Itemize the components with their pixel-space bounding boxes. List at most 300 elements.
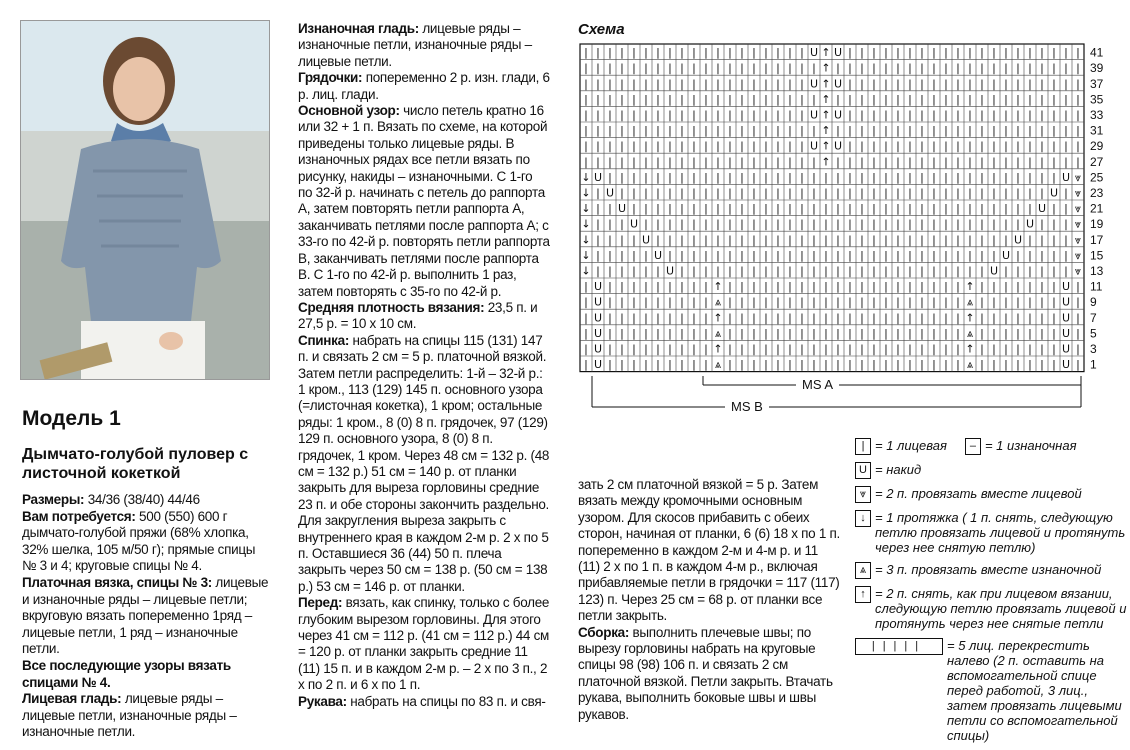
knit-stitch: | — [1016, 139, 1020, 153]
knit-stitch: | — [704, 202, 708, 216]
chart-symbol: U — [989, 264, 999, 278]
knit-stitch: | — [644, 311, 648, 325]
knit-stitch: | — [884, 326, 888, 340]
knit-stitch: | — [1052, 124, 1056, 138]
knit-stitch: | — [644, 124, 648, 138]
knit-stitch: | — [848, 202, 852, 216]
knit-stitch: | — [788, 326, 792, 340]
knit-stitch: | — [848, 139, 852, 153]
knit-stitch: | — [1004, 326, 1008, 340]
knit-stitch: | — [764, 155, 768, 169]
knit-stitch: | — [932, 248, 936, 262]
knit-stitch: | — [848, 233, 852, 247]
knit-stitch: | — [932, 311, 936, 325]
knit-stitch: | — [740, 280, 744, 294]
knit-stitch: | — [704, 295, 708, 309]
knit-stitch: | — [632, 108, 636, 122]
knit-stitch: | — [764, 92, 768, 106]
knit-stitch: | — [896, 124, 900, 138]
knit-stitch: | — [608, 108, 612, 122]
knit-stitch: | — [596, 92, 600, 106]
knit-stitch: | — [776, 202, 780, 216]
knit-stitch: | — [692, 295, 696, 309]
paragraph-text: набрать на спицы 115 (131) 147 п. и связать 2 см = 5 р. платочной вязкой. Затем петли распределить: 1-й – 32-й р.: 1 кром., 113 (129) 145 п. основного узора (=листочная кокетка), 1 кром; остальные ряды: 1 кром., 8 (0) 8 п. грядочек, 97 (129) 129 п. основного узора, 8 (0) 8 п. грядочек, 1 кром. Через 48 см = 132 р. (48 см = 132 р.) 51 см = 140 р. от планки закрыть для выреза горловины средние 23 п. и обе стороны закончить раздельно. Для закругления выреза закрыть с внутреннего края в каждом 2-м р. 2 х по 5 п. Оставшиеся 36 (44) 50 п. плеча закрыть через 50 см = 138 р. (50 см = 138 р.) 53 см = 146 р. от планки. — [298, 332, 550, 594]
knit-stitch: | — [860, 46, 864, 60]
knit-stitch: | — [620, 311, 624, 325]
knit-stitch: | — [680, 170, 684, 184]
knit-stitch: | — [872, 217, 876, 231]
knit-stitch: | — [752, 92, 756, 106]
knit-stitch: | — [1040, 186, 1044, 200]
knit-stitch: | — [1064, 124, 1068, 138]
chart-symbol: U — [617, 202, 627, 216]
knit-stitch: | — [932, 92, 936, 106]
knit-stitch: | — [680, 342, 684, 356]
knit-stitch: | — [884, 139, 888, 153]
knit-stitch: | — [884, 170, 888, 184]
paragraph — [298, 70, 550, 103]
knit-stitch: | — [1076, 108, 1080, 122]
knit-stitch: | — [968, 248, 972, 262]
knit-stitch: | — [824, 311, 828, 325]
knit-stitch: | — [980, 61, 984, 75]
knit-stitch: | — [956, 46, 960, 60]
knit-stitch: | — [644, 326, 648, 340]
knit-stitch: | — [704, 170, 708, 184]
knit-stitch: | — [728, 358, 732, 372]
knit-stitch: | — [752, 248, 756, 262]
knit-stitch: | — [704, 92, 708, 106]
knit-stitch: | — [800, 139, 804, 153]
knit-stitch: | — [1052, 295, 1056, 309]
knit-stitch: | — [836, 217, 840, 231]
knit-stitch: | — [1052, 264, 1056, 278]
knit-stitch: | — [824, 326, 828, 340]
knit-stitch: | — [584, 124, 588, 138]
knit-stitch: | — [836, 92, 840, 106]
knit-stitch: | — [800, 124, 804, 138]
knit-stitch: | — [596, 186, 600, 200]
knit-stitch: | — [800, 264, 804, 278]
knit-stitch: | — [980, 342, 984, 356]
knit-stitch: | — [908, 280, 912, 294]
knit-stitch: | — [632, 233, 636, 247]
knit-stitch: | — [740, 77, 744, 91]
knit-stitch: | — [740, 46, 744, 60]
knit-stitch: | — [668, 248, 672, 262]
knit-stitch: | — [1040, 92, 1044, 106]
knit-stitch: | — [932, 295, 936, 309]
chart-symbol: U — [809, 77, 819, 91]
chart-symbol: ↓ — [581, 186, 591, 200]
knit-stitch: | — [668, 358, 672, 372]
knitting-chart — [576, 40, 1116, 420]
knit-stitch: | — [824, 186, 828, 200]
knit-stitch: | — [908, 124, 912, 138]
paragraph — [22, 492, 272, 509]
knit-stitch: | — [1064, 46, 1068, 60]
knit-stitch: | — [872, 248, 876, 262]
knit-stitch: | — [896, 311, 900, 325]
ms-a-label: MS A — [796, 377, 839, 392]
knit-stitch: | — [788, 139, 792, 153]
model-photo — [20, 20, 270, 380]
knit-stitch: | — [1004, 217, 1008, 231]
knit-stitch: | — [932, 326, 936, 340]
chart-symbol: ⩓ — [714, 326, 722, 340]
knit-stitch: | — [1016, 108, 1020, 122]
knit-stitch: | — [728, 248, 732, 262]
knit-stitch: | — [1028, 280, 1032, 294]
knit-stitch: | — [872, 46, 876, 60]
knit-stitch: | — [944, 61, 948, 75]
knit-stitch: | — [692, 311, 696, 325]
knit-stitch: | — [596, 124, 600, 138]
knit-stitch: | — [1004, 92, 1008, 106]
knit-stitch: | — [956, 202, 960, 216]
knit-stitch: | — [932, 46, 936, 60]
knit-stitch: | — [620, 61, 624, 75]
knit-stitch: | — [728, 92, 732, 106]
knit-stitch: | — [968, 139, 972, 153]
knit-stitch: | — [740, 108, 744, 122]
knit-stitch: | — [956, 170, 960, 184]
row-number: 31 — [1090, 123, 1104, 138]
knit-stitch: | — [812, 248, 816, 262]
knit-stitch: | — [980, 46, 984, 60]
knit-stitch: | — [788, 358, 792, 372]
knit-stitch: | — [644, 202, 648, 216]
knit-stitch: | — [680, 202, 684, 216]
knit-stitch: | — [992, 217, 996, 231]
knit-stitch: | — [800, 326, 804, 340]
paragraph — [298, 103, 550, 300]
knit-stitch: | — [644, 46, 648, 60]
knit-stitch: | — [668, 139, 672, 153]
knit-stitch: | — [896, 326, 900, 340]
knit-stitch: | — [1016, 46, 1020, 60]
chart-symbol: ↑ — [965, 311, 975, 325]
knit-stitch: | — [812, 155, 816, 169]
knit-stitch: | — [1052, 342, 1056, 356]
knit-stitch: | — [884, 358, 888, 372]
legend-text: = 1 лицевая — [875, 438, 947, 453]
knit-stitch: | — [656, 295, 660, 309]
chart-symbol: ⩓ — [966, 295, 974, 309]
knit-stitch: | — [656, 124, 660, 138]
knit-stitch: | — [716, 124, 720, 138]
knit-stitch: | — [776, 311, 780, 325]
knit-stitch: | — [680, 139, 684, 153]
knit-stitch: | — [800, 155, 804, 169]
knit-stitch: | — [884, 61, 888, 75]
knit-stitch: | — [764, 311, 768, 325]
k2tog-icon: ⩔ — [855, 486, 871, 503]
chart-symbol: U — [593, 342, 603, 356]
knit-stitch: | — [788, 248, 792, 262]
knit-stitch: | — [920, 248, 924, 262]
knit-stitch: | — [1052, 326, 1056, 340]
knit-stitch: | — [680, 186, 684, 200]
knit-stitch: | — [1076, 358, 1080, 372]
knit-stitch: | — [944, 108, 948, 122]
knit-stitch: | — [704, 311, 708, 325]
knit-stitch: | — [1076, 280, 1080, 294]
knit-stitch: | — [632, 358, 636, 372]
knit-stitch: | — [728, 342, 732, 356]
knit-stitch: | — [644, 217, 648, 231]
chart-symbol: U — [833, 108, 843, 122]
knit-stitch: | — [800, 202, 804, 216]
knit-stitch: | — [980, 217, 984, 231]
knit-stitch: | — [968, 217, 972, 231]
knit-stitch: | — [776, 217, 780, 231]
knit-stitch: | — [932, 77, 936, 91]
knit-stitch: | — [644, 264, 648, 278]
knit-stitch: | — [596, 155, 600, 169]
chart-symbol: U — [593, 358, 603, 372]
knit-stitch: | — [944, 326, 948, 340]
knit-stitch: | — [668, 233, 672, 247]
knit-stitch: | — [956, 61, 960, 75]
knit-stitch: | — [836, 326, 840, 340]
knit-stitch: | — [1028, 124, 1032, 138]
knit-stitch: | — [668, 186, 672, 200]
knit-stitch: | — [896, 61, 900, 75]
chart-symbol: ⩔ — [1074, 186, 1082, 200]
knit-stitch: | — [896, 358, 900, 372]
knit-stitch: | — [644, 342, 648, 356]
knit-stitch: | — [980, 108, 984, 122]
paragraph — [298, 694, 550, 710]
knit-stitch: | — [776, 46, 780, 60]
knit-stitch: | — [848, 248, 852, 262]
knit-stitch: | — [788, 170, 792, 184]
knit-stitch: | — [992, 233, 996, 247]
knit-stitch: | — [704, 248, 708, 262]
knit-stitch: | — [680, 311, 684, 325]
chart-symbol: ↑ — [713, 280, 723, 294]
knit-stitch: | — [1052, 92, 1056, 106]
knit-stitch: | — [848, 326, 852, 340]
knit-stitch: | — [656, 326, 660, 340]
knit-stitch: | — [620, 264, 624, 278]
knit-stitch: | — [836, 280, 840, 294]
knit-stitch: | — [680, 155, 684, 169]
knit-stitch: | — [1052, 46, 1056, 60]
knit-stitch: | — [1028, 295, 1032, 309]
knit-stitch: | — [776, 264, 780, 278]
knit-stitch: | — [1028, 77, 1032, 91]
knit-stitch: | — [980, 280, 984, 294]
knit-stitch: | — [584, 358, 588, 372]
knit-stitch: | — [584, 61, 588, 75]
knit-stitch: | — [896, 217, 900, 231]
knit-stitch: | — [644, 280, 648, 294]
knit-stitch: | — [716, 233, 720, 247]
knit-stitch: | — [608, 311, 612, 325]
knit-stitch: | — [884, 108, 888, 122]
knit-stitch: | — [980, 358, 984, 372]
knit-stitch: | — [692, 61, 696, 75]
knit-stitch: | — [644, 155, 648, 169]
paragraph — [298, 300, 550, 333]
knit-stitch: | — [872, 326, 876, 340]
knit-stitch: | — [716, 217, 720, 231]
knit-stitch: | — [992, 170, 996, 184]
chart-symbol: ↓ — [581, 202, 591, 216]
paragraph-text: 34/36 (38/40) 44/46 — [84, 492, 200, 507]
knit-stitch: | — [1004, 280, 1008, 294]
knit-stitch: | — [896, 92, 900, 106]
knit-stitch: | — [884, 124, 888, 138]
knit-stitch: | — [812, 342, 816, 356]
knit-stitch: | — [584, 77, 588, 91]
knit-stitch: | — [872, 92, 876, 106]
knit-stitch: | — [956, 311, 960, 325]
knit-stitch: | — [740, 342, 744, 356]
knit-stitch: | — [860, 358, 864, 372]
knit-stitch: | — [920, 295, 924, 309]
knit-stitch: | — [980, 186, 984, 200]
knit-stitch: | — [740, 124, 744, 138]
knit-stitch: | — [956, 358, 960, 372]
knit-stitch: | — [788, 186, 792, 200]
knit-stitch: | — [800, 233, 804, 247]
knit-stitch: | — [608, 295, 612, 309]
row-number: 41 — [1090, 45, 1104, 60]
knit-stitch: | — [812, 233, 816, 247]
knit-stitch: | — [776, 61, 780, 75]
row-number: 39 — [1090, 61, 1104, 76]
knit-stitch: | — [944, 295, 948, 309]
chart-legend — [855, 438, 1127, 750]
paragraph-text: лицевые и изнаночные ряды – лицевые петли; вкруговую вязать попеременно 1ряд – лицевые петли, 1 ряд – изнаночные петли. — [22, 574, 269, 657]
knit-stitch: | — [788, 264, 792, 278]
knit-stitch: | — [680, 77, 684, 91]
legend-row — [855, 586, 1127, 631]
knit-stitch: | — [836, 342, 840, 356]
knit-stitch: | — [932, 186, 936, 200]
paragraph-label: Вам потребуется: — [22, 508, 136, 524]
knit-stitch: | — [596, 61, 600, 75]
cable-cross-icon: ||||| — [855, 638, 943, 655]
knit-stitch: | — [956, 233, 960, 247]
knit-stitch: | — [824, 170, 828, 184]
knit-stitch: | — [704, 61, 708, 75]
knit-stitch: | — [716, 170, 720, 184]
model-subtitle: Дымчато-голубой пуловер с листочной кокеткой — [22, 446, 249, 482]
knit-stitch: | — [632, 264, 636, 278]
knit-stitch: | — [680, 264, 684, 278]
knit-stitch: | — [704, 326, 708, 340]
knit-stitch: | — [920, 155, 924, 169]
chart-symbol: U — [641, 233, 651, 247]
knit-stitch: | — [788, 295, 792, 309]
paragraph-label: Размеры: — [22, 492, 85, 507]
knit-stitch: | — [872, 61, 876, 75]
knit-stitch: | — [872, 264, 876, 278]
legend-text: = 2 п. снять, как при лицевом вязании, следующую петлю провязать лицевой и протянуть через нее снятые петли — [875, 586, 1127, 631]
knit-stitch: | — [620, 139, 624, 153]
knit-stitch: | — [1040, 311, 1044, 325]
knit-stitch: | — [908, 77, 912, 91]
chart-symbol: ⩓ — [714, 295, 722, 309]
knit-stitch: | — [788, 108, 792, 122]
knit-stitch: | — [620, 186, 624, 200]
knit-stitch: | — [788, 217, 792, 231]
chart-symbol: ⩔ — [1074, 202, 1082, 216]
knit-stitch: | — [896, 280, 900, 294]
knit-stitch: | — [1076, 342, 1080, 356]
knit-stitch: | — [692, 108, 696, 122]
knit-stitch: | — [608, 77, 612, 91]
knit-stitch: | — [860, 124, 864, 138]
chart-symbol: U — [1061, 358, 1071, 372]
legend-text: = 2 п. провязать вместе лицевой — [875, 486, 1082, 501]
knit-stitch: | — [620, 108, 624, 122]
knit-stitch: | — [728, 61, 732, 75]
knit-stitch: | — [896, 186, 900, 200]
knit-stitch: | — [752, 124, 756, 138]
knit-stitch: | — [776, 233, 780, 247]
knit-stitch: | — [608, 124, 612, 138]
knit-stitch: | — [1064, 155, 1068, 169]
knit-stitch: | — [620, 92, 624, 106]
knit-stitch: | — [656, 217, 660, 231]
knit-stitch: | — [860, 170, 864, 184]
knit-stitch: | — [956, 186, 960, 200]
knit-stitch: | — [1052, 170, 1056, 184]
p3tog-icon: ⩓ — [855, 562, 871, 579]
woman-in-pullover-illustration — [21, 21, 269, 379]
chart-symbol: U — [629, 217, 639, 231]
knit-stitch: | — [944, 233, 948, 247]
knit-stitch: | — [800, 295, 804, 309]
knit-stitch: | — [932, 264, 936, 278]
knit-stitch: | — [1016, 155, 1020, 169]
knit-stitch: | — [1040, 170, 1044, 184]
knit-stitch: | — [812, 92, 816, 106]
knit-stitch: | — [1040, 248, 1044, 262]
knit-stitch: | — [764, 358, 768, 372]
row-number: 7 — [1090, 310, 1097, 325]
knit-stitch: | — [656, 108, 660, 122]
knit-stitch: | — [752, 358, 756, 372]
chart-symbol: ↓ — [581, 233, 591, 247]
knit-stitch: | — [608, 248, 612, 262]
chart-symbol: U — [1061, 326, 1071, 340]
knit-stitch: | — [800, 170, 804, 184]
knit-stitch: | — [704, 342, 708, 356]
knit-stitch: | — [908, 358, 912, 372]
chart-symbol: U — [665, 264, 675, 278]
knit-stitch: | — [728, 311, 732, 325]
knit-stitch: | — [896, 155, 900, 169]
knit-stitch: | — [1004, 311, 1008, 325]
knit-stitch: | — [608, 217, 612, 231]
knit-stitch: | — [848, 342, 852, 356]
paragraph-text: зать 2 см платочной вязкой = 5 р. Затем вязать между кромочными основным узором. Для скосов прибавить с обеих сторон, начиная от планки, 6 (6) 18 х по 1 п. попеременно в каждом 2-м и 4-м р. и 11 (11) 2 х по 1 п. в каждом 4-м р., включая прибавляемые петли в грядочки = 117 (117) 123) п. Через 25 см = 68 р. от планки все петли закрыть. — [578, 477, 840, 624]
knit-stitch: | — [1040, 108, 1044, 122]
knit-stitch: | — [620, 342, 624, 356]
knit-stitch: | — [728, 233, 732, 247]
knit-stitch: | — [776, 155, 780, 169]
knit-stitch: | — [608, 139, 612, 153]
knit-stitch: | — [596, 233, 600, 247]
knit-stitch: | — [812, 217, 816, 231]
knit-stitch: | — [944, 358, 948, 372]
